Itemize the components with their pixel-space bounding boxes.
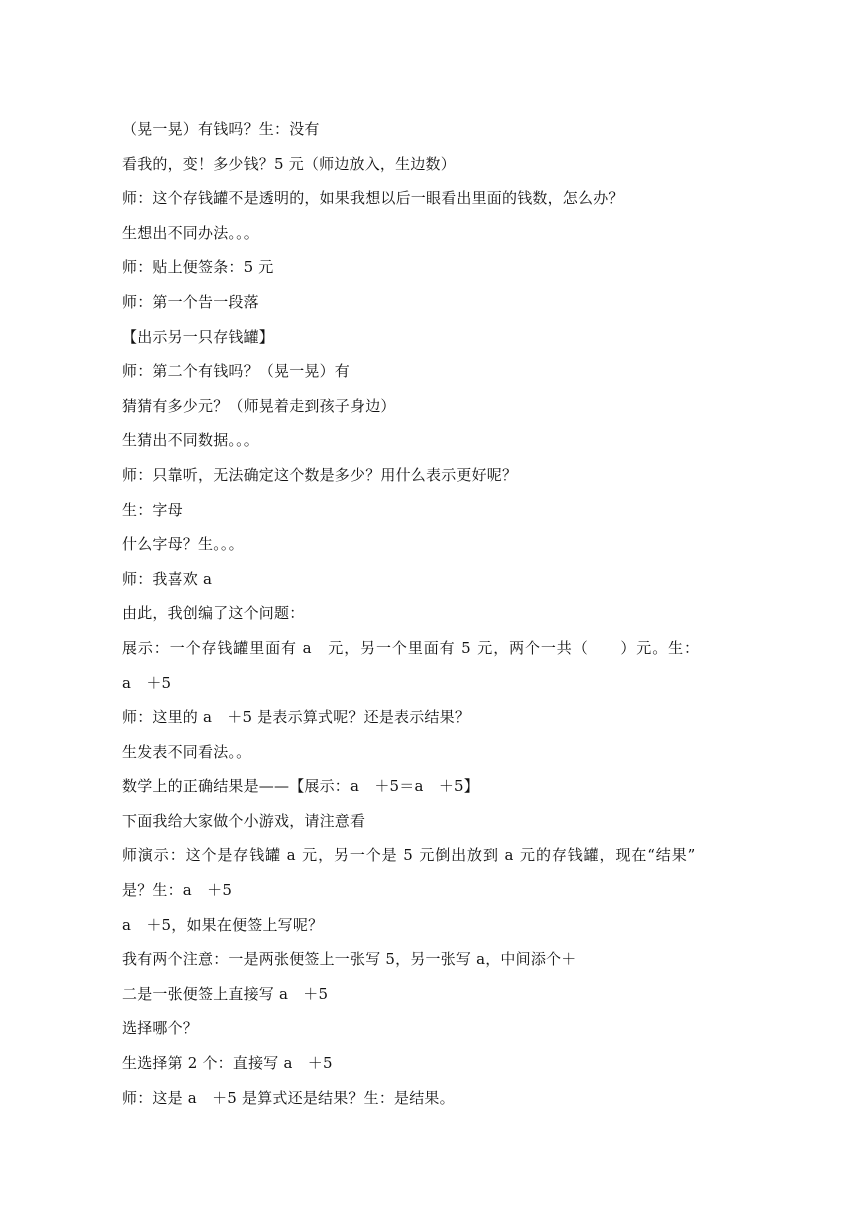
text-line: 师：这是 a ＋5 是算式还是结果？生：是结果。 bbox=[122, 1088, 455, 1107]
text-line: 师：第二个有钱吗？（晃一晃）有 bbox=[122, 362, 351, 381]
text-line: （晃一晃）有钱吗？生：没有 bbox=[122, 120, 320, 138]
text-line: 数学上的正确结果是——【展示：a ＋5＝a ＋5】 bbox=[122, 777, 479, 796]
text-line: 师：这里的 a ＋5 是表示算式呢？还是表示结果？ bbox=[122, 708, 471, 727]
text-line: 生：字母 bbox=[122, 500, 183, 519]
text-line: 生想出不同办法。。。 bbox=[122, 223, 260, 242]
text-line: 下面我给大家做个小游戏，请注意看 bbox=[122, 811, 366, 830]
text-line: 师：只靠听，无法确定这个数是多少？用什么表示更好呢？ bbox=[122, 465, 518, 484]
text-line: 师：这个存钱罐不是透明的，如果我想以后一眼看出里面的钱数，怎么办？ bbox=[122, 189, 624, 208]
text-line: 展示：一个存钱罐里面有 a 元，另一个里面有 5 元，两个一共（ ）元。生： bbox=[122, 638, 700, 657]
text-line: 由此，我创编了这个问题： bbox=[122, 604, 305, 623]
text-line: 我有两个注意：一是两张便签上一张写 5，另一张写 a，中间添个＋ bbox=[122, 950, 577, 969]
text-line: 师：第一个告一段落 bbox=[122, 292, 259, 311]
text-line: 二是一张便签上直接写 a ＋5 bbox=[122, 984, 329, 1003]
text-line: a ＋5，如果在便签上写呢？ bbox=[122, 915, 324, 934]
text-line: 选择哪个？ bbox=[122, 1019, 199, 1038]
text-line: 师：我喜欢 a bbox=[122, 569, 213, 588]
document-body bbox=[122, 112, 750, 1115]
text-line: 【出示另一只存钱罐】 bbox=[122, 327, 275, 346]
text-line: 生猜出不同数据。。。 bbox=[122, 431, 260, 450]
text-line: 什么字母？生。。。 bbox=[122, 535, 244, 554]
text-line: 师演示：这个是存钱罐 a 元，另一个是 5 元倒出放到 a 元的存钱罐，现在“结果” bbox=[122, 846, 697, 865]
text-line: 是？生：a ＋5 bbox=[122, 881, 233, 900]
text-line: 生选择第 2 个：直接写 a ＋5 bbox=[122, 1054, 333, 1073]
text-line: 看我的，变！多少钱？5 元（师边放入，生边数） bbox=[122, 154, 456, 173]
text-line: 猜猜有多少元？（师晃着走到孩子身边） bbox=[122, 396, 396, 415]
text-line: 师：贴上便签条：5 元 bbox=[122, 258, 274, 277]
text-line: a ＋5 bbox=[122, 673, 172, 692]
text-line: 生发表不同看法。。 bbox=[122, 742, 252, 761]
